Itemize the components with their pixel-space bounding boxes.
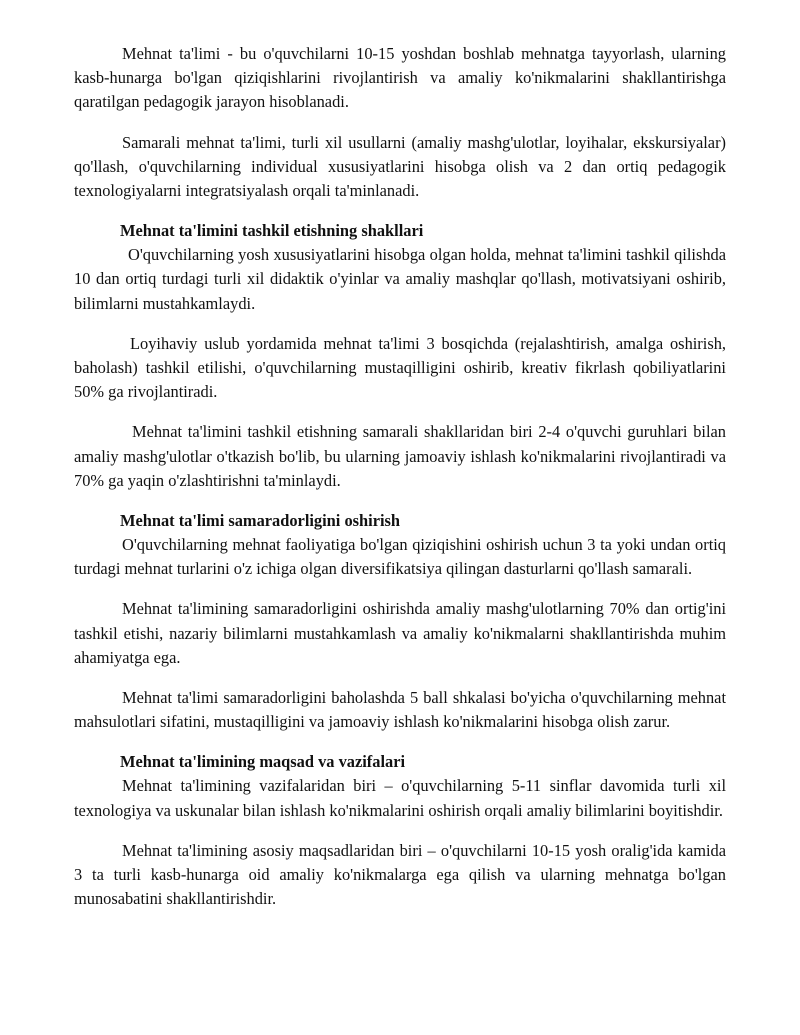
paragraph-project-method: Loyihaviy uslub yordamida mehnat ta'limi 3 bosqichda (rejalashtirish, amalga oshirish, baholash) tashkil etilishi, o'quvchilarning mustaqilligini oshirib, kreativ fikrlash qobiliyatlarini 50% ga rivojlantiradi.: [74, 333, 726, 402]
paragraph-age-features: O'quvchilarning yosh xususiyatlarini hisobga olgan holda, mehnat ta'limini tashkil qilishda 10 dan ortiq turdagi turli xil didaktik o'yinlar va amaliy mashqlar qo'llash, motivatsiyani oshirib, bilimlarni mustahkamlaydi.: [74, 245, 726, 313]
paragraph-tasks: Mehnat ta'limining vazifalaridan biri – o'quvchilarning 5-11 sinflar davomida turli xil texnologiya va uskunalar bilan ishlash ko'nikmalarini oshirish orqali amaliy bilimlarini boyitishdir.: [74, 776, 726, 820]
paragraph-intro: Mehnat ta'limi - bu o'quvchilarni 10-15 yoshdan boshlab mehnatga tayyorlash, ularning kasb-hunarga bo'lgan qiziqishlarini rivojlantirish va amaliy ko'nikmalarini shakllantirishga qaratilgan pedagogik jarayon hisoblanadi.: [74, 44, 726, 112]
section-heading-forms: Mehnat ta'limini tashkil etishning shakllari: [120, 221, 424, 241]
paragraph-main-goal: Mehnat ta'limining asosiy maqsadlaridan biri – o'quvchilarni 10-15 yosh oralig'ida kamida 3 ta turli kasb-hunarga oid amaliy ko'nikmalarga ega qilish va ularning mehnatga bo'lgan munosabatini shakllantirishdir.: [74, 840, 726, 909]
section-heading-goals: Mehnat ta'limining maqsad va vazifalari: [120, 752, 406, 772]
section-heading-effectiveness: Mehnat ta'limi samaradorligini oshirish: [120, 511, 401, 531]
paragraph-assessment: Mehnat ta'limi samaradorligini baholashda 5 ball shkalasi bo'yicha o'quvchilarning mehnat mahsulotlari sifatini, mustaqilligini va jamoaviy ishlash ko'nikmalarini hisobga olish zarur.: [74, 688, 726, 732]
paragraph-effective-education: Samarali mehnat ta'limi, turli xil usullarni (amaliy mashg'ulotlar, loyihalar, ekskursiyalar) qo'llash, o'quvchilarning individual xususiyatlarini hisobga olish va 2 dan ortiq pedagogik texnologiyalarni integratsiyalash orqali ta'minlanadi.: [74, 132, 726, 201]
paragraph-interest: O'quvchilarning mehnat faoliyatiga bo'lgan qiziqishini oshirish uchun 3 ta yoki undan ortiq turdagi mehnat turlarini o'z ichiga olgan diversifikatsiya qilingan dasturlarni qo'llash samarali.: [74, 535, 726, 579]
paragraph-practical-share: Mehnat ta'limining samaradorligini oshirishda amaliy mashg'ulotlarning 70% dan ortig'ini tashkil etishi, nazariy bilimlarni mustahkamlash va amaliy ko'nikmalarni shakllantirishda muhim ahamiyatga ega.: [74, 599, 726, 667]
paragraph-group-work: Mehnat ta'limini tashkil etishning samarali shakllaridan biri 2-4 o'quvchi guruhlari bilan amaliy mashg'ulotlar o'tkazish bo'lib, bu ularning jamoaviy ishlash ko'nikmalarini rivojlantiradi va 70% ga yaqin o'zlashtirishni ta'minlaydi.: [74, 422, 726, 490]
